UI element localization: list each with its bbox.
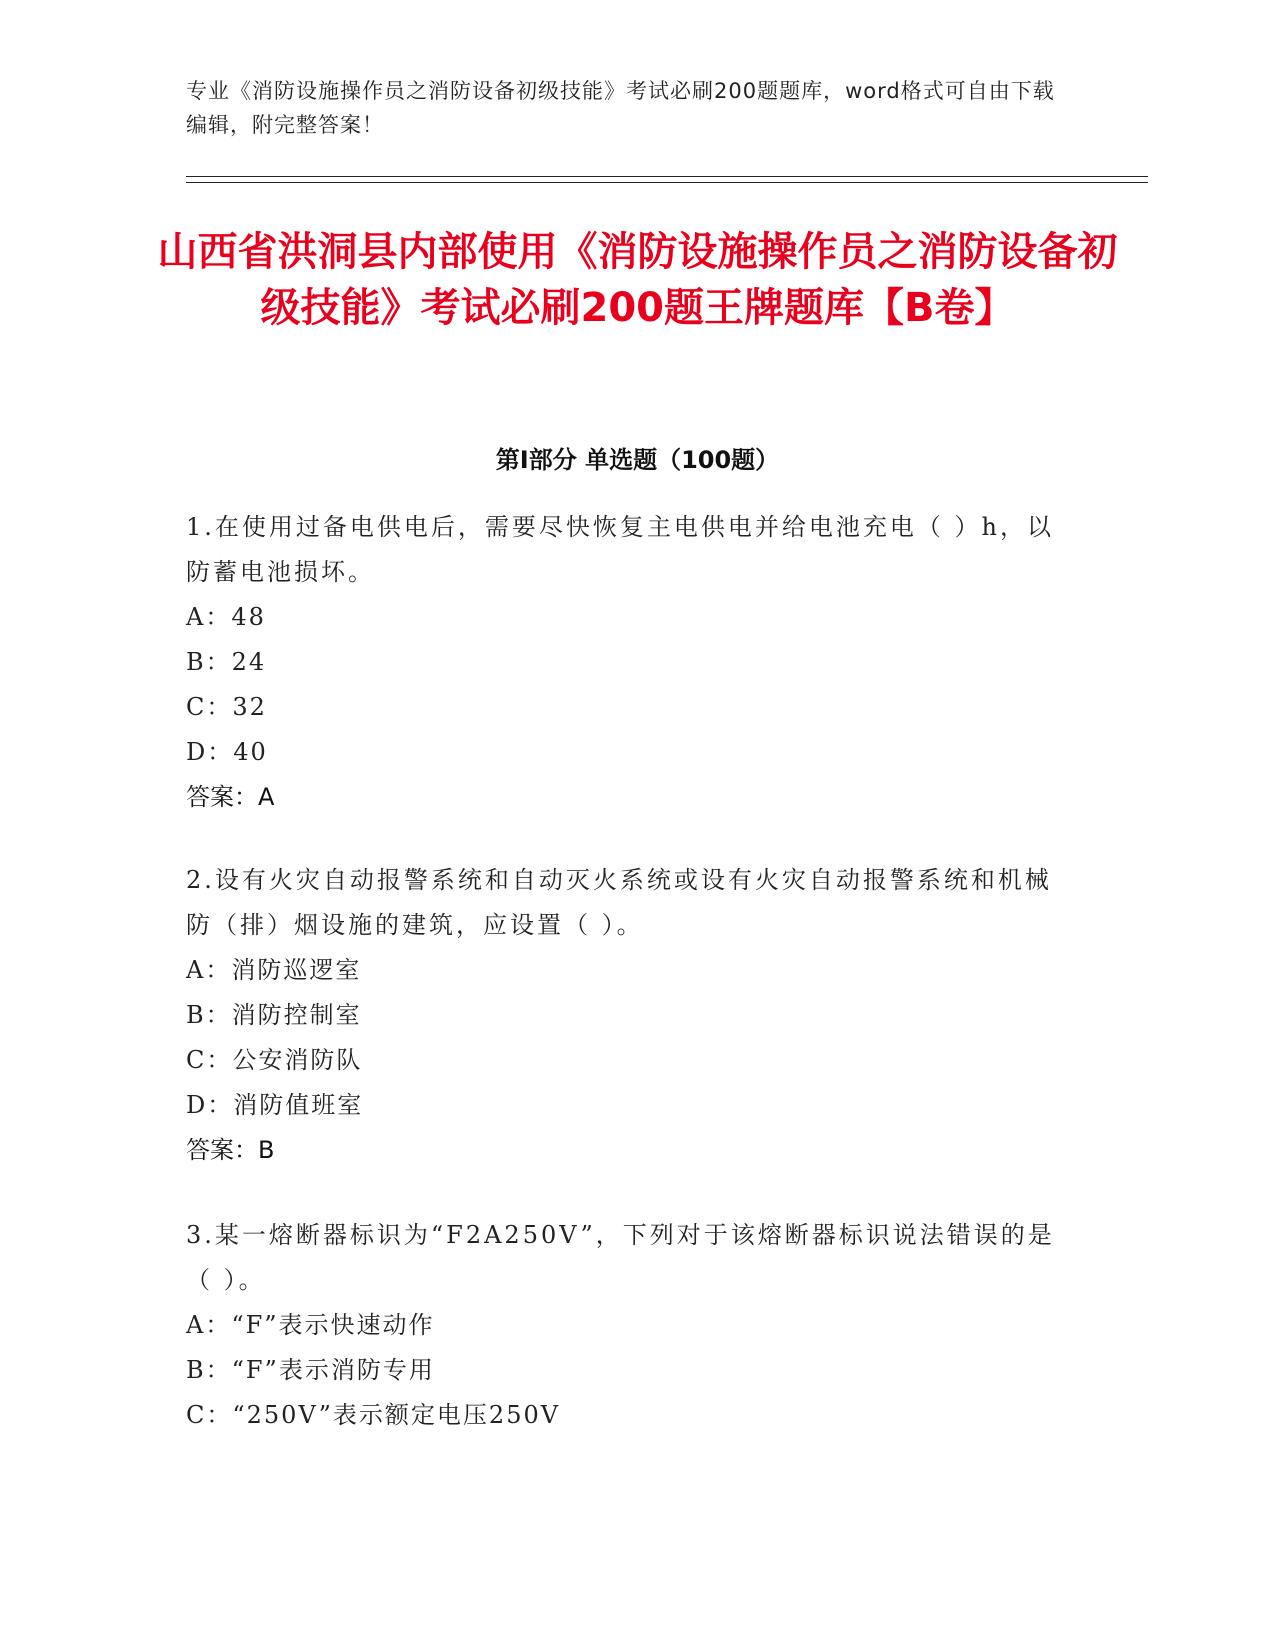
header-note: 专业《消防设施操作员之消防设备初级技能》考试必刷200题题库，word格式可自由下载编辑，附完整答案！	[186, 79, 1055, 137]
header-divider-top	[186, 176, 1148, 177]
option-b: B：24	[186, 648, 267, 676]
question-stem: 3.某一熔断器标识为“F2A250V”，下列对于该熔断器标识说法错误的是（ ）。	[186, 1221, 1055, 1294]
option-a: A：“F”表示快速动作	[186, 1311, 435, 1339]
answer: 答案：B	[186, 1136, 275, 1164]
question-2	[186, 858, 1076, 1173]
option-c: C：“250V”表示额定电压250V	[186, 1401, 561, 1429]
option-a: A：48	[186, 603, 266, 631]
option-a: A：消防巡逻室	[186, 956, 362, 984]
question-stem: 2.设有火灾自动报警系统和自动灭火系统或设有火灾自动报警系统和机械防（排）烟设施的建筑，应设置（ ）。	[186, 866, 1052, 939]
option-c: C：公安消防队	[186, 1046, 363, 1074]
question-3	[186, 1213, 1076, 1438]
option-c: C：32	[186, 693, 267, 721]
header-divider-bottom	[186, 182, 1148, 183]
question-1	[186, 505, 1076, 820]
option-b: B：“F”表示消防专用	[186, 1356, 435, 1384]
answer: 答案：A	[186, 783, 275, 811]
question-stem: 1.在使用过备电供电后，需要尽快恢复主电供电并给电池充电（ ）h，以防蓄电池损坏。	[186, 513, 1054, 586]
option-b: B：消防控制室	[186, 1001, 362, 1029]
section-heading: 第I部分 单选题（100题）	[495, 446, 780, 474]
document-title: 山西省洪洞县内部使用《消防设施操作员之消防设备初级技能》考试必刷200题王牌题库【B卷】	[157, 229, 1118, 331]
option-d: D：消防值班室	[186, 1091, 364, 1119]
option-d: D：40	[186, 738, 268, 766]
